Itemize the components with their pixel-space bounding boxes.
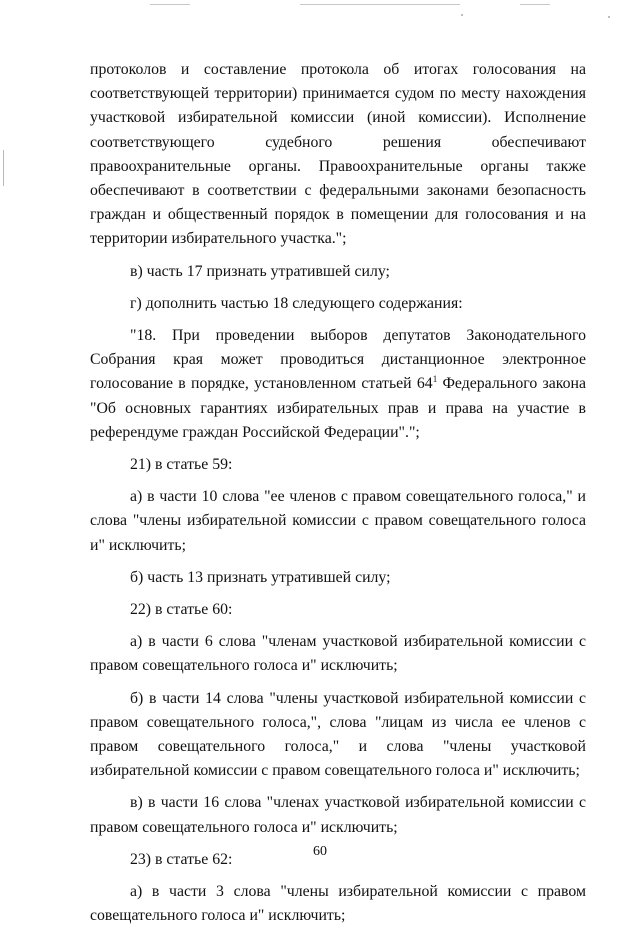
- paragraph-text: "18. При проведении выборов депутатов Законодательного Собрания края может проводиться дистанционное электронное голосование в порядке, установленном статьей 64: [90, 327, 586, 393]
- scan-speck: [461, 14, 463, 16]
- paragraph-text: Федерального закона "Об основных гарантиях избирательных прав и права на участие в референдуме граждан Российской Федерации".";: [90, 375, 586, 441]
- scan-line: [150, 4, 190, 5]
- paragraph: протоколов и составление протокола об итогах голосования на соответствующей территории) принимается судом по месту нахождения участковой избирательной комиссии (иной комиссии). Исполнение соответствующего судебного решения обеспечивают правоохранительные органы. Правоохранительные органы также обеспечивают в соответствии с федеральными законами безопасность граждан и общественный порядок в помещении для голосования и на территории избирательного участка.";: [90, 61, 586, 248]
- paragraph: 21) в статье 59:: [130, 456, 233, 474]
- paragraph: б) часть 13 признать утратившей силу;: [130, 568, 391, 586]
- scan-edge-mark: [3, 150, 4, 186]
- paragraph: 22) в статье 60:: [130, 601, 233, 619]
- document-body: [90, 58, 586, 937]
- paragraph: б) в части 14 слова "члены участковой избирательной комиссии с правом совещательного голоса,", слова "лицам из числа ее членов с правом совещательного голоса," и слова "члены участковой избирательной комиссии с правом совещательного голоса и" исключить;: [90, 689, 586, 780]
- scan-line: [300, 4, 460, 5]
- paragraph-with-superscript: [90, 324, 586, 445]
- paragraph: в) в части 16 слова "членах участковой избирательной комиссии с правом совещательного голоса и" исключить;: [90, 794, 586, 836]
- superscript: 1: [432, 374, 438, 385]
- paragraph: а) в части 6 слова "членам участковой избирательной комиссии с правом совещательного голоса и" исключить;: [90, 633, 586, 675]
- paragraph: а) в части 3 слова "члены избирательной комиссии с правом совещательного голоса и" исключить;: [90, 883, 586, 925]
- page-number: 60: [313, 844, 327, 859]
- scan-speck: [608, 16, 610, 18]
- scan-line: [520, 4, 550, 5]
- paragraph: г) дополнить частью 18 следующего содержания:: [130, 294, 463, 312]
- paragraph: 23) в статье 62:: [130, 850, 233, 868]
- paragraph: в) часть 17 признать утратившей силу;: [130, 262, 390, 280]
- paragraph: а) в части 10 слова "ее членов с правом совещательного голоса," и слова "члены избирательной комиссии с правом совещательного голоса и" исключить;: [90, 488, 586, 554]
